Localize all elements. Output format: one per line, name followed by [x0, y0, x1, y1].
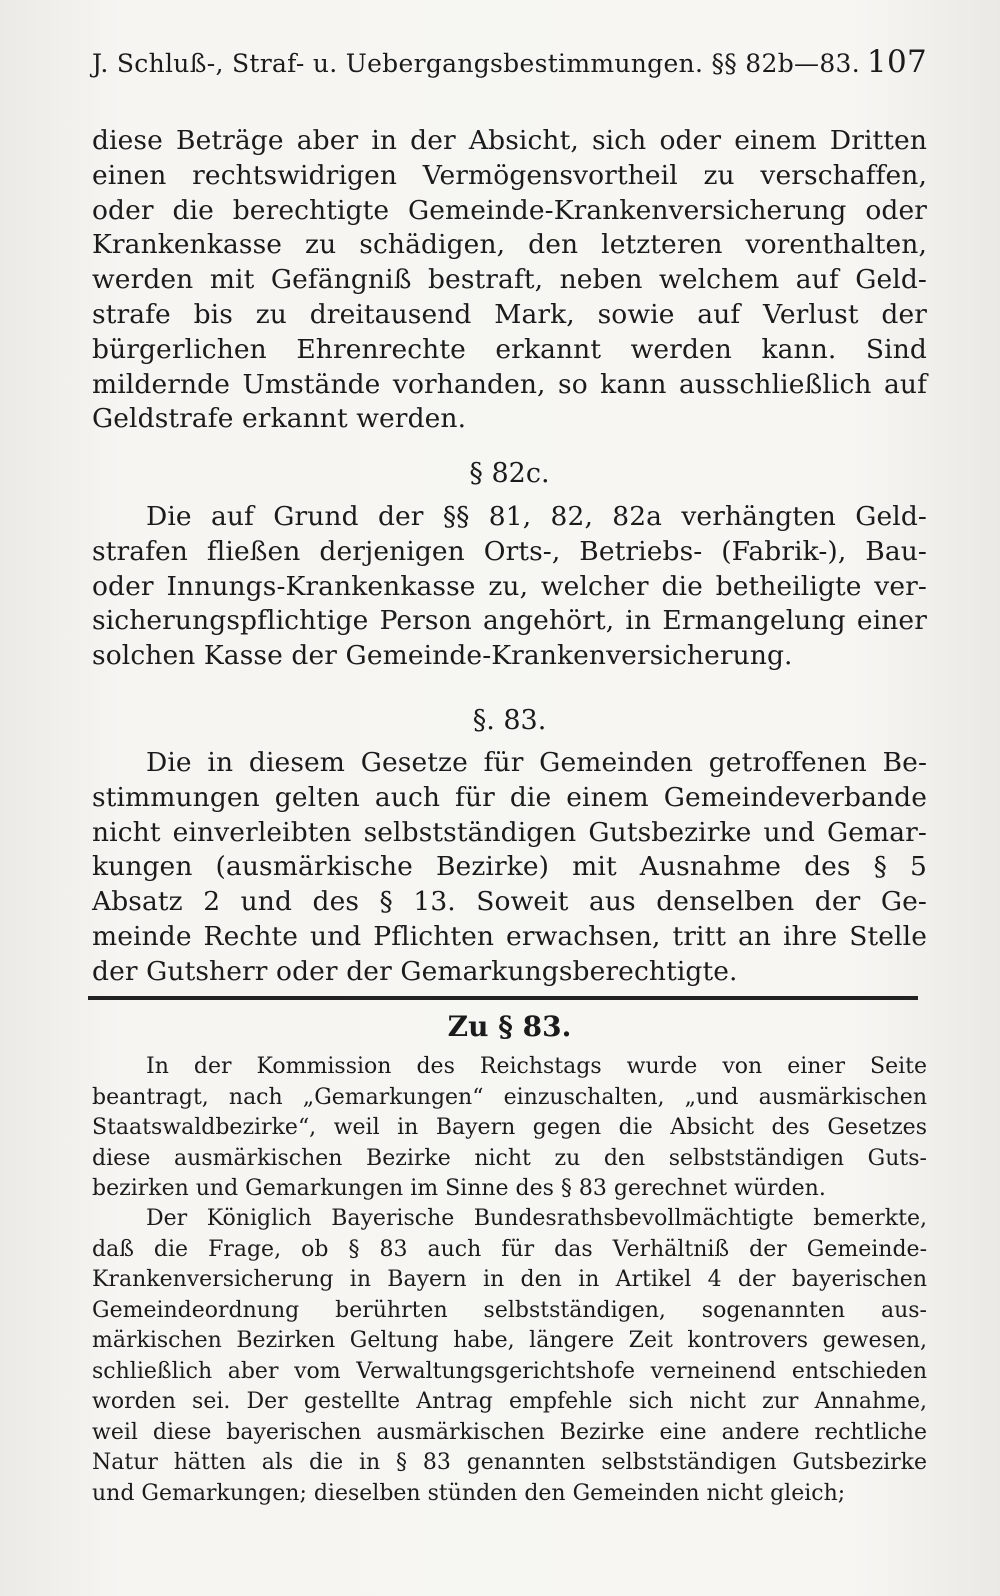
text-line: daß die Frage, ob § 83 auch für das Verhältniß der Gemeinde- — [92, 1236, 927, 1262]
text-line: oder Innungs-Krankenkasse zu, welcher die betheiligte ver- — [92, 570, 927, 602]
text-line: stimmungen gelten auch für die einem Gemeindeverbande — [92, 781, 927, 813]
text-line: Die auf Grund der §§ 81, 82, 82a verhängten Geld- — [146, 501, 927, 532]
running-head-title: J. Schluß-, Straf- u. Uebergangsbestimmungen. §§ 82b—83. — [92, 49, 860, 78]
text-line: oder die berechtigte Gemeinde-Krankenversicherung oder — [92, 194, 927, 226]
text-line: mildernde Umstände vorhanden, so kann ausschließlich auf — [92, 368, 927, 400]
text-line: bezirken und Gemarkungen im Sinne des § 83 gerechnet würden. — [92, 1176, 826, 1201]
text-line: Staatswaldbezirke“, weil in Bayern gegen die Absicht des Gesetzes — [92, 1115, 927, 1140]
text-line: Geldstrafe erkannt werden. — [92, 403, 467, 435]
text-line: worden sei. Der gestellte Antrag empfehle sich nicht zur Annahme, — [92, 1389, 927, 1414]
running-head — [92, 44, 927, 88]
text-line: märkischen Bezirken Geltung habe, längere Zeit kontrovers gewesen, — [92, 1328, 927, 1353]
section-83-text — [92, 746, 927, 990]
text-line: der Gutsherr oder der Gemarkungsberechtigte. — [92, 955, 738, 987]
text-line: In der Kommission des Reichstags wurde von einer Seite — [146, 1054, 927, 1079]
text-line: schließlich aber vom Verwaltungsgerichtshofe verneinend entschieden — [92, 1358, 927, 1384]
text-line: Krankenkasse zu schädigen, den letzteren vorenthalten, — [92, 229, 927, 261]
text-line: Gemeindeordnung berührten selbstständigen, sogenannten aus- — [92, 1297, 927, 1323]
text-line: diese ausmärkischen Bezirke nicht zu den selbstständigen Guts- — [92, 1145, 927, 1171]
text-line: Natur hätten als die in § 83 genannten selbstständigen Gutsbezirke — [92, 1450, 927, 1475]
text-line: beantragt, nach „Gemarkungen“ einzuschalten, „und ausmärkischen — [92, 1084, 927, 1110]
text-line: nicht einverleibten selbstständigen Gutsbezirke und Gemar- — [92, 816, 927, 848]
commentary-paragraph-2 — [92, 1204, 927, 1509]
text-line: strafe bis zu dreitausend Mark, sowie auf Verlust der — [92, 298, 927, 330]
text-line: kungen (ausmärkische Bezirke) mit Ausnahme des § 5 — [92, 851, 927, 883]
text-line: einen rechtswidrigen Vermögensvortheil zu verschaffen, — [92, 159, 927, 191]
text-line: weil diese bayerischen ausmärkischen Bezirke eine andere rechtliche — [92, 1419, 927, 1445]
text-line: sicherungspflichtige Person angehört, in Ermangelung einer — [92, 605, 927, 637]
section-divider-rule — [88, 996, 918, 1000]
text-line: solchen Kasse der Gemeinde-Krankenversicherung. — [92, 640, 793, 672]
text-line: diese Beträge aber in der Absicht, sich oder einem Dritten — [92, 125, 927, 156]
text-line: bürgerlichen Ehrenrechte erkannt werden kann. Sind — [92, 333, 927, 365]
text-line: Der Königlich Bayerische Bundesrathsbevollmächtigte bemerkte, — [146, 1206, 927, 1231]
text-line: Absatz 2 und des § 13. Soweit aus denselben der Ge- — [92, 886, 927, 918]
text-line: werden mit Gefängniß bestraft, neben welchem auf Geld- — [92, 264, 927, 296]
section-heading-83: §. 83. — [472, 705, 547, 736]
commentary-heading: Zu § 83. — [447, 1010, 572, 1043]
section-82c-text — [92, 500, 927, 674]
text-line: Krankenversicherung in Bayern in den in Artikel 4 der bayerischen — [92, 1267, 927, 1292]
text-line: und Gemarkungen; dieselben stünden den Gemeinden nicht gleich; — [92, 1480, 846, 1506]
text-line: Die in diesem Gesetze für Gemeinden getroffenen Be- — [146, 747, 927, 778]
text-line: strafen fließen derjenigen Orts-, Betriebs- (Fabrik-), Bau- — [92, 535, 927, 567]
section-heading-82c: § 82c. — [469, 458, 550, 489]
paragraph-continuation — [92, 124, 927, 437]
page-number: 107 — [866, 44, 927, 80]
text-line: meinde Rechte und Pflichten erwachsen, tritt an ihre Stelle — [92, 920, 927, 952]
commentary-paragraph-1 — [92, 1052, 927, 1205]
